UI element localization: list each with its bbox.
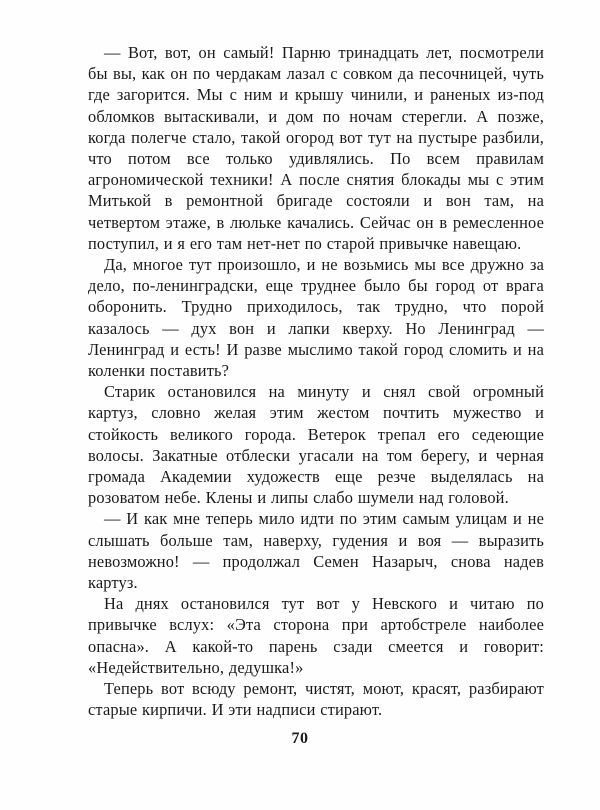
paragraph: Да, многое тут произошло, и не возьмись мы все дружно за дело, по-ленинградски, еще труднее было бы город от врага оборонить. Трудно приходилось, так трудно, что порой казалось — дух вон и лапки кверху. Но Ленинград — Ленинград и есть! И разве мыслимо такой город сломить и на коленки поставить? bbox=[88, 255, 544, 381]
page-number: 70 bbox=[291, 730, 309, 747]
paragraph: — И как мне теперь мило идти по этим самым улицам и не слышать больше там, наверху, гудения и воя — выразить невозможно! — продолжал Семен Назарыч, снова надев картуз. bbox=[88, 509, 544, 593]
paragraph: Старик остановился на минуту и снял свой огромный картуз, словно желая этим жестом почтить мужество и стойкость великого города. Ветерок трепал его седеющие волосы. Закатные отблески угасали на том берегу, и черная громада Академии художеств еще резче выделялась на розоватом небе. Клены и липы слабо шумели над головой. bbox=[88, 382, 544, 508]
body-text bbox=[88, 42, 544, 721]
paragraph: Теперь вот всюду ремонт, чистят, моют, красят, разбирают старые кирпичи. И эти надписи стирают. bbox=[88, 679, 544, 720]
paragraph: — Вот, вот, он самый! Парню тринадцать лет, посмотрели бы вы, как он по чердакам лазал с совком да песочницей, чуть где загорится. Мы с ним и крышу чинили, и раненых из-под обломков вытаскивали, и дом по ночам стерегли. А позже, когда полегче стало, такой огород вот тут на пустыре разбили, что потом все только удивлялись. По всем правилам агрономической техники! А после снятия блокады мы с этим Митькой в ремонтной бригаде состояли и вон там, на четвертом этаже, в люльке качались. Сейчас он в ремесленное поступил, и я его там нет-нет по старой привычке навещаю. bbox=[88, 43, 544, 253]
paragraph: На днях остановился тут вот у Невского и читаю по привычке вслух: «Эта сторона при артобстреле наиболее опасна». А какой-то парень сзади смеется и говорит: «Недействительно, дедушка!» bbox=[88, 594, 544, 677]
